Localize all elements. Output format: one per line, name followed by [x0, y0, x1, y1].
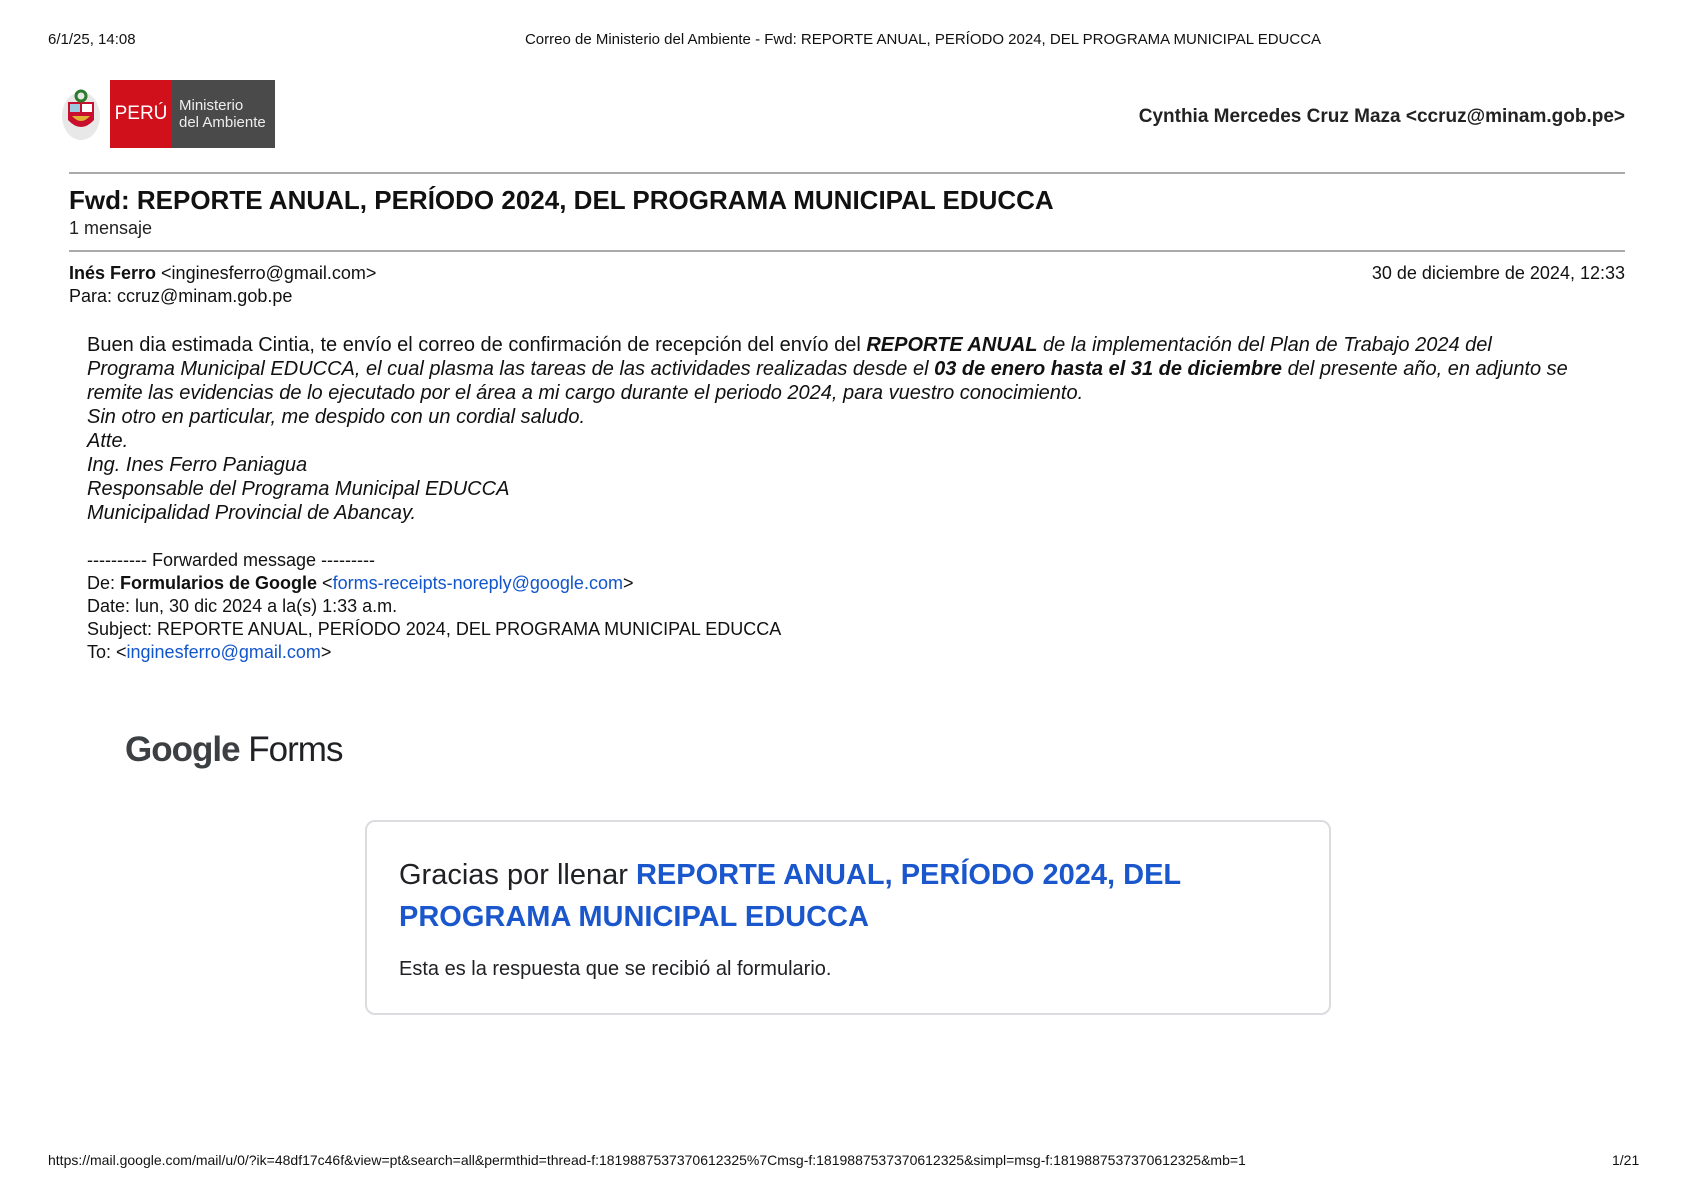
forwarded-header [87, 549, 781, 664]
body-line: Ing. Ines Ferro Paniagua [87, 454, 308, 476]
thread-subject: Fwd: REPORTE ANUAL, PERÍODO 2024, DEL PROGRAMA MUNICIPAL EDUCCA [69, 185, 1054, 215]
account-name: Cynthia Mercedes Cruz Maza <ccruz@minam.gob.pe> [1138, 106, 1625, 127]
body-line: Responsable del Programa Municipal EDUCCA [87, 478, 510, 500]
google-forms-logo: Google Forms [125, 730, 343, 769]
logo-ministry [172, 80, 275, 148]
body-line: Atte. [87, 430, 129, 452]
forward-from: De: Formularios de Google <forms-receipts-noreply@google.com> [87, 573, 634, 593]
ministerio-logo [60, 80, 275, 148]
body-paragraph: Buen dia estimada Cintia, te envío el correo de confirmación de recepción del envío del REPORTE ANUAL de la implementación del Plan de Trabajo 2024 del Programa Municipal EDUCCA, el cual plasma las tareas de las actividades realizadas desde el 03 de enero hasta el 31 de diciembre del presente año, en adjunto se remite las evidencias de lo ejecutado por el área a mi cargo durante el periodo 2024, para vuestro conocimiento. [87, 334, 1568, 404]
message-body [87, 333, 1577, 525]
logo-ministry-line2: del Ambiente [179, 114, 266, 131]
page-number: 1/21 [1612, 1152, 1640, 1168]
message-date: 30 de diciembre de 2024, 12:33 [1371, 263, 1625, 283]
form-confirmation-card [365, 820, 1331, 1015]
sender [69, 263, 376, 284]
print-url: https://mail.google.com/mail/u/0/?ik=48df17c46f&view=pt&search=all&permthid=thread-f:1819887537370612325%7Cmsg-f:1819887537370612325&simpl=msg-f:1819887537370612325&mb=1 [48, 1152, 1246, 1168]
message-count: 1 mensaje [69, 218, 153, 238]
print-datetime: 6/1/25, 14:08 [48, 31, 136, 48]
recipient: Para: ccruz@minam.gob.pe [69, 286, 293, 306]
forward-subject: Subject: REPORTE ANUAL, PERÍODO 2024, DEL PROGRAMA MUNICIPAL EDUCCA [87, 619, 782, 639]
divider [69, 172, 1625, 174]
logo-ministry-line1: Ministerio [179, 97, 244, 114]
body-line: Sin otro en particular, me despido con un cordial saludo. [87, 406, 586, 428]
peru-coat-of-arms-icon [60, 80, 102, 148]
sender-email: <inginesferro@gmail.com> [161, 263, 377, 283]
print-title: Correo de Ministerio del Ambiente - Fwd: REPORTE ANUAL, PERÍODO 2024, DEL PROGRAMA MUNICIPAL EDUCCA [524, 31, 1322, 48]
sender-name: Inés Ferro [69, 263, 157, 283]
divider [69, 250, 1625, 252]
body-line: Municipalidad Provincial de Abancay. [87, 502, 417, 524]
forward-separator: ---------- Forwarded message --------- [87, 550, 375, 570]
forward-to-email-link[interactable]: inginesferro@gmail.com [126, 642, 321, 662]
forward-date: Date: lun, 30 dic 2024 a la(s) 1:33 a.m. [87, 596, 398, 616]
forward-to: To: <inginesferro@gmail.com> [87, 642, 332, 662]
forward-from-email-link[interactable]: forms-receipts-noreply@google.com [332, 573, 623, 593]
confirmation-title: Gracias por llenar REPORTE ANUAL, PERÍODO 2024, DEL PROGRAMA MUNICIPAL EDUCCA [399, 859, 1181, 933]
logo-peru: PERÚ [110, 80, 172, 148]
confirmation-note: Esta es la respuesta que se recibió al formulario. [399, 958, 832, 980]
form-title-link[interactable]: REPORTE ANUAL, PERÍODO 2024, DEL PROGRAMA MUNICIPAL EDUCCA [399, 859, 1181, 933]
